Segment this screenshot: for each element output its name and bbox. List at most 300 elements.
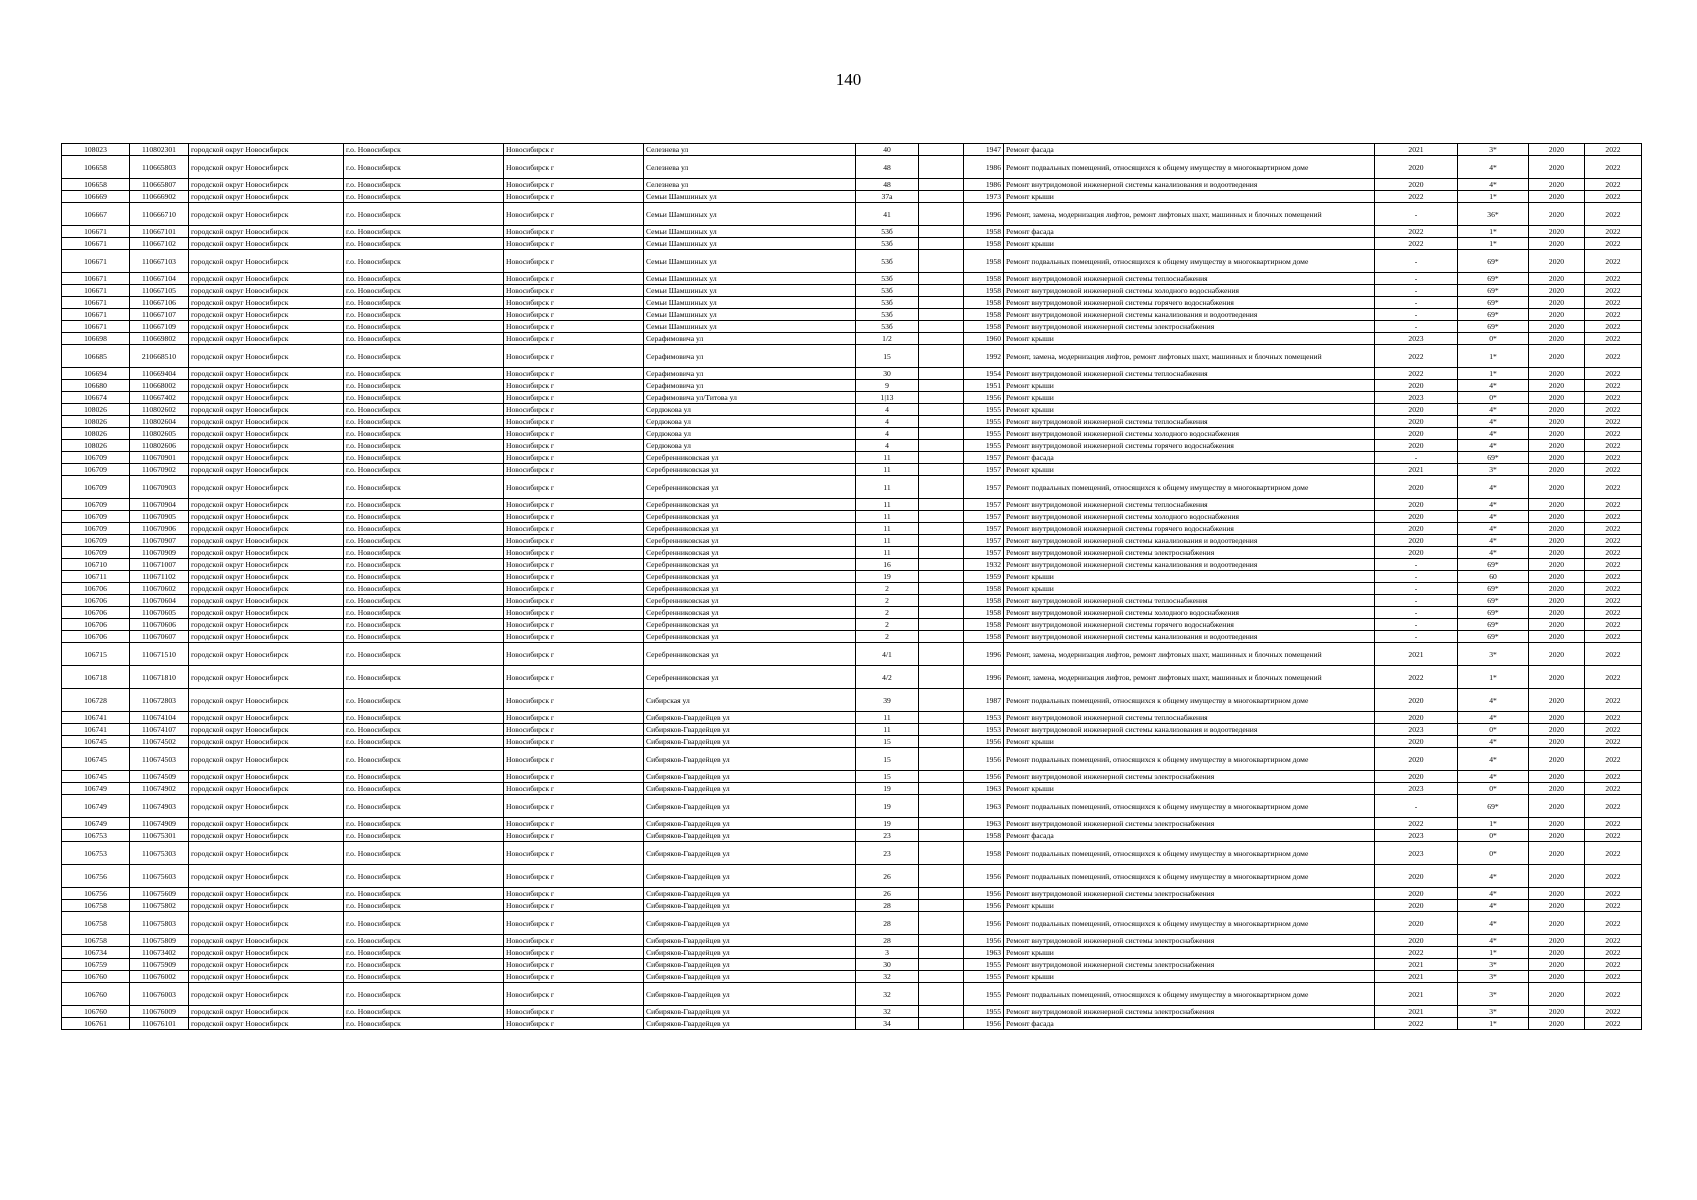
table-row <box>62 865 1642 888</box>
table-row <box>62 416 1642 428</box>
plan-year-cell: 2020 <box>1375 736 1458 748</box>
house-id-cell: 106709 <box>62 547 130 559</box>
settlement-cell: Новосибирск г <box>504 619 644 631</box>
year-built-cell: 1956 <box>964 888 1004 900</box>
district-cell: г.о. Новосибирск <box>344 771 504 783</box>
period-end-cell: 2022 <box>1585 842 1642 865</box>
period-start-cell: 2020 <box>1529 1006 1585 1018</box>
plan-year-cell: 2021 <box>1375 144 1458 156</box>
table-row <box>62 666 1642 689</box>
house-id-cell: 106671 <box>62 250 130 273</box>
street-cell: Сибиряков-Гвардейцев ул <box>644 900 856 912</box>
table-row <box>62 511 1642 523</box>
street-cell: Серафимовича ул <box>644 333 856 345</box>
district-cell: г.о. Новосибирск <box>344 156 504 179</box>
municipality-cell: городской округ Новосибирск <box>189 191 344 203</box>
work-id-cell: 110670606 <box>130 619 189 631</box>
building-cell <box>919 583 964 595</box>
house-id-cell: 106734 <box>62 947 130 959</box>
table-row <box>62 144 1642 156</box>
building-cell <box>919 818 964 830</box>
building-cell <box>919 795 964 818</box>
year-built-cell: 1958 <box>964 595 1004 607</box>
period-end-cell: 2022 <box>1585 571 1642 583</box>
street-cell: Семьи Шамшиных ул <box>644 297 856 309</box>
building-cell <box>919 595 964 607</box>
work-type-cell: Ремонт внутридомовой инженерной системы электроснабжения <box>1004 959 1375 971</box>
period-start-cell: 2020 <box>1529 297 1585 309</box>
settlement-cell: Новосибирск г <box>504 440 644 452</box>
wear-cell: 4* <box>1458 935 1529 947</box>
house-number-cell: 2 <box>856 631 919 643</box>
period-start-cell: 2020 <box>1529 179 1585 191</box>
wear-cell: 3* <box>1458 983 1529 1006</box>
work-type-cell: Ремонт, замена, модернизация лифтов, ремонт лифтовых шахт, машинных и блочных помещений <box>1004 643 1375 666</box>
work-id-cell: 110671510 <box>130 643 189 666</box>
work-type-cell: Ремонт крыши <box>1004 571 1375 583</box>
street-cell: Серебренниковская ул <box>644 595 856 607</box>
period-start-cell: 2020 <box>1529 607 1585 619</box>
plan-year-cell: 2022 <box>1375 191 1458 203</box>
table-row <box>62 523 1642 535</box>
work-id-cell: 110667103 <box>130 250 189 273</box>
district-cell: г.о. Новосибирск <box>344 631 504 643</box>
building-cell <box>919 748 964 771</box>
table-row <box>62 440 1642 452</box>
period-end-cell: 2022 <box>1585 250 1642 273</box>
municipality-cell: городской округ Новосибирск <box>189 900 344 912</box>
municipality-cell: городской округ Новосибирск <box>189 226 344 238</box>
table-row <box>62 404 1642 416</box>
year-built-cell: 1956 <box>964 865 1004 888</box>
house-number-cell: 53б <box>856 309 919 321</box>
building-cell <box>919 523 964 535</box>
wear-cell: 1* <box>1458 368 1529 380</box>
street-cell: Серафимовича ул <box>644 380 856 392</box>
year-built-cell: 1996 <box>964 666 1004 689</box>
building-cell <box>919 309 964 321</box>
plan-year-cell: 2020 <box>1375 523 1458 535</box>
work-id-cell: 110667107 <box>130 309 189 321</box>
period-end-cell: 2022 <box>1585 607 1642 619</box>
house-number-cell: 11 <box>856 476 919 499</box>
table-row <box>62 297 1642 309</box>
table-row <box>62 285 1642 297</box>
table-row <box>62 464 1642 476</box>
table-row <box>62 724 1642 736</box>
period-end-cell: 2022 <box>1585 309 1642 321</box>
building-cell <box>919 783 964 795</box>
municipality-cell: городской округ Новосибирск <box>189 321 344 333</box>
table-row <box>62 238 1642 250</box>
house-id-cell: 108026 <box>62 416 130 428</box>
period-start-cell: 2020 <box>1529 771 1585 783</box>
street-cell: Сибиряков-Гвардейцев ул <box>644 865 856 888</box>
district-cell: г.о. Новосибирск <box>344 547 504 559</box>
table-row <box>62 631 1642 643</box>
year-built-cell: 1956 <box>964 736 1004 748</box>
district-cell: г.о. Новосибирск <box>344 309 504 321</box>
municipality-cell: городской округ Новосибирск <box>189 440 344 452</box>
wear-cell: 4* <box>1458 156 1529 179</box>
work-id-cell: 110670903 <box>130 476 189 499</box>
wear-cell: 0* <box>1458 830 1529 842</box>
work-type-cell: Ремонт, замена, модернизация лифтов, ремонт лифтовых шахт, машинных и блочных помещений <box>1004 345 1375 368</box>
municipality-cell: городской округ Новосибирск <box>189 559 344 571</box>
plan-year-cell: 2021 <box>1375 959 1458 971</box>
settlement-cell: Новосибирск г <box>504 818 644 830</box>
street-cell: Сибиряков-Гвардейцев ул <box>644 736 856 748</box>
table-row <box>62 392 1642 404</box>
district-cell: г.о. Новосибирск <box>344 818 504 830</box>
settlement-cell: Новосибирск г <box>504 712 644 724</box>
work-id-cell: 110802301 <box>130 144 189 156</box>
plan-year-cell: - <box>1375 595 1458 607</box>
wear-cell: 4* <box>1458 712 1529 724</box>
work-type-cell: Ремонт внутридомовой инженерной системы холодного водоснабжения <box>1004 607 1375 619</box>
district-cell: г.о. Новосибирск <box>344 959 504 971</box>
street-cell: Сибиряков-Гвардейцев ул <box>644 959 856 971</box>
work-type-cell: Ремонт подвальных помещений, относящихся к общему имуществу в многоквартирном доме <box>1004 250 1375 273</box>
plan-year-cell: - <box>1375 571 1458 583</box>
work-id-cell: 210668510 <box>130 345 189 368</box>
street-cell: Селезнева ул <box>644 144 856 156</box>
house-number-cell: 34 <box>856 1018 919 1030</box>
plan-year-cell: 2022 <box>1375 947 1458 959</box>
wear-cell: 4* <box>1458 736 1529 748</box>
house-id-cell: 106706 <box>62 619 130 631</box>
period-start-cell: 2020 <box>1529 250 1585 273</box>
settlement-cell: Новосибирск г <box>504 666 644 689</box>
municipality-cell: городской округ Новосибирск <box>189 935 344 947</box>
wear-cell: 1* <box>1458 666 1529 689</box>
year-built-cell: 1987 <box>964 689 1004 712</box>
wear-cell: 4* <box>1458 428 1529 440</box>
settlement-cell: Новосибирск г <box>504 1006 644 1018</box>
settlement-cell: Новосибирск г <box>504 250 644 273</box>
house-number-cell: 9 <box>856 380 919 392</box>
table-row <box>62 935 1642 947</box>
period-start-cell: 2020 <box>1529 619 1585 631</box>
year-built-cell: 1956 <box>964 392 1004 404</box>
work-id-cell: 110670904 <box>130 499 189 511</box>
work-id-cell: 110671102 <box>130 571 189 583</box>
wear-cell: 69* <box>1458 619 1529 631</box>
building-cell <box>919 203 964 226</box>
year-built-cell: 1958 <box>964 238 1004 250</box>
work-type-cell: Ремонт подвальных помещений, относящихся к общему имуществу в многоквартирном доме <box>1004 476 1375 499</box>
house-number-cell: 39 <box>856 689 919 712</box>
wear-cell: 4* <box>1458 888 1529 900</box>
work-id-cell: 110674903 <box>130 795 189 818</box>
street-cell: Сердюкова ул <box>644 428 856 440</box>
municipality-cell: городской округ Новосибирск <box>189 179 344 191</box>
settlement-cell: Новосибирск г <box>504 830 644 842</box>
municipality-cell: городской округ Новосибирск <box>189 392 344 404</box>
work-id-cell: 110674503 <box>130 748 189 771</box>
year-built-cell: 1955 <box>964 971 1004 983</box>
building-cell <box>919 250 964 273</box>
municipality-cell: городской округ Новосибирск <box>189 203 344 226</box>
period-end-cell: 2022 <box>1585 1018 1642 1030</box>
table-row <box>62 499 1642 511</box>
building-cell <box>919 404 964 416</box>
municipality-cell: городской округ Новосибирск <box>189 499 344 511</box>
period-end-cell: 2022 <box>1585 452 1642 464</box>
period-start-cell: 2020 <box>1529 689 1585 712</box>
street-cell: Сибиряков-Гвардейцев ул <box>644 983 856 1006</box>
house-number-cell: 2 <box>856 619 919 631</box>
work-type-cell: Ремонт внутридомовой инженерной системы электроснабжения <box>1004 771 1375 783</box>
street-cell: Серебренниковская ул <box>644 511 856 523</box>
municipality-cell: городской округ Новосибирск <box>189 523 344 535</box>
period-start-cell: 2020 <box>1529 888 1585 900</box>
district-cell: г.о. Новосибирск <box>344 464 504 476</box>
period-start-cell: 2020 <box>1529 666 1585 689</box>
period-start-cell: 2020 <box>1529 309 1585 321</box>
year-built-cell: 1947 <box>964 144 1004 156</box>
district-cell: г.о. Новосибирск <box>344 523 504 535</box>
work-id-cell: 110670907 <box>130 535 189 547</box>
plan-year-cell: 2023 <box>1375 783 1458 795</box>
year-built-cell: 1959 <box>964 571 1004 583</box>
period-start-cell: 2020 <box>1529 345 1585 368</box>
work-type-cell: Ремонт подвальных помещений, относящихся к общему имуществу в многоквартирном доме <box>1004 689 1375 712</box>
house-number-cell: 11 <box>856 452 919 464</box>
district-cell: г.о. Новосибирск <box>344 191 504 203</box>
municipality-cell: городской округ Новосибирск <box>189 1006 344 1018</box>
table-row <box>62 571 1642 583</box>
municipality-cell: городской округ Новосибирск <box>189 607 344 619</box>
work-id-cell: 110802602 <box>130 404 189 416</box>
wear-cell: 4* <box>1458 179 1529 191</box>
building-cell <box>919 535 964 547</box>
table-row <box>62 983 1642 1006</box>
building-cell <box>919 179 964 191</box>
plan-year-cell: - <box>1375 795 1458 818</box>
work-type-cell: Ремонт подвальных помещений, относящихся к общему имуществу в многоквартирном доме <box>1004 912 1375 935</box>
municipality-cell: городской округ Новосибирск <box>189 345 344 368</box>
municipality-cell: городской округ Новосибирск <box>189 368 344 380</box>
street-cell: Серебренниковская ул <box>644 631 856 643</box>
district-cell: г.о. Новосибирск <box>344 535 504 547</box>
wear-cell: 4* <box>1458 771 1529 783</box>
municipality-cell: городской округ Новосибирск <box>189 333 344 345</box>
house-number-cell: 11 <box>856 523 919 535</box>
settlement-cell: Новосибирск г <box>504 499 644 511</box>
municipality-cell: городской округ Новосибирск <box>189 947 344 959</box>
settlement-cell: Новосибирск г <box>504 452 644 464</box>
page-number: 140 <box>835 70 862 89</box>
house-id-cell: 106749 <box>62 795 130 818</box>
building-cell <box>919 983 964 1006</box>
district-cell: г.о. Новосибирск <box>344 440 504 452</box>
work-id-cell: 110674909 <box>130 818 189 830</box>
building-cell <box>919 959 964 971</box>
table-row <box>62 203 1642 226</box>
table-row <box>62 333 1642 345</box>
period-start-cell: 2020 <box>1529 842 1585 865</box>
work-type-cell: Ремонт внутридомовой инженерной системы электроснабжения <box>1004 888 1375 900</box>
wear-cell: 69* <box>1458 273 1529 285</box>
house-number-cell: 2 <box>856 583 919 595</box>
house-id-cell: 106749 <box>62 783 130 795</box>
plan-year-cell: - <box>1375 203 1458 226</box>
building-cell <box>919 428 964 440</box>
period-start-cell: 2020 <box>1529 499 1585 511</box>
table-row <box>62 971 1642 983</box>
period-start-cell: 2020 <box>1529 333 1585 345</box>
wear-cell: 69* <box>1458 559 1529 571</box>
work-type-cell: Ремонт подвальных помещений, относящихся к общему имуществу в многоквартирном доме <box>1004 983 1375 1006</box>
district-cell: г.о. Новосибирск <box>344 583 504 595</box>
house-number-cell: 15 <box>856 771 919 783</box>
plan-year-cell: 2021 <box>1375 464 1458 476</box>
period-end-cell: 2022 <box>1585 333 1642 345</box>
street-cell: Сердюкова ул <box>644 440 856 452</box>
work-id-cell: 110670605 <box>130 607 189 619</box>
house-number-cell: 32 <box>856 971 919 983</box>
plan-year-cell: 2020 <box>1375 547 1458 559</box>
street-cell: Семьи Шамшиных ул <box>644 285 856 297</box>
house-number-cell: 15 <box>856 345 919 368</box>
house-id-cell: 108023 <box>62 144 130 156</box>
period-end-cell: 2022 <box>1585 404 1642 416</box>
period-start-cell: 2020 <box>1529 144 1585 156</box>
settlement-cell: Новосибирск г <box>504 571 644 583</box>
settlement-cell: Новосибирск г <box>504 724 644 736</box>
house-id-cell: 106753 <box>62 830 130 842</box>
district-cell: г.о. Новосибирск <box>344 888 504 900</box>
plan-year-cell: 2020 <box>1375 865 1458 888</box>
table-body <box>62 144 1642 1030</box>
house-id-cell: 106706 <box>62 595 130 607</box>
year-built-cell: 1960 <box>964 333 1004 345</box>
work-type-cell: Ремонт крыши <box>1004 404 1375 416</box>
period-start-cell: 2020 <box>1529 971 1585 983</box>
house-number-cell: 11 <box>856 464 919 476</box>
period-end-cell: 2022 <box>1585 959 1642 971</box>
period-start-cell: 2020 <box>1529 464 1585 476</box>
house-id-cell: 106671 <box>62 273 130 285</box>
house-id-cell: 106658 <box>62 179 130 191</box>
work-type-cell: Ремонт подвальных помещений, относящихся к общему имуществу в многоквартирном доме <box>1004 865 1375 888</box>
settlement-cell: Новосибирск г <box>504 900 644 912</box>
building-cell <box>919 333 964 345</box>
period-end-cell: 2022 <box>1585 583 1642 595</box>
period-end-cell: 2022 <box>1585 983 1642 1006</box>
settlement-cell: Новосибирск г <box>504 285 644 297</box>
street-cell: Сибиряков-Гвардейцев ул <box>644 818 856 830</box>
plan-year-cell: - <box>1375 631 1458 643</box>
municipality-cell: городской округ Новосибирск <box>189 795 344 818</box>
plan-year-cell: 2020 <box>1375 912 1458 935</box>
settlement-cell: Новосибирск г <box>504 595 644 607</box>
house-number-cell: 53б <box>856 238 919 250</box>
plan-year-cell: 2020 <box>1375 440 1458 452</box>
work-id-cell: 110670906 <box>130 523 189 535</box>
work-type-cell: Ремонт внутридомовой инженерной системы теплоснабжения <box>1004 368 1375 380</box>
year-built-cell: 1973 <box>964 191 1004 203</box>
district-cell: г.о. Новосибирск <box>344 1006 504 1018</box>
period-start-cell: 2020 <box>1529 912 1585 935</box>
building-cell <box>919 511 964 523</box>
settlement-cell: Новосибирск г <box>504 935 644 947</box>
district-cell: г.о. Новосибирск <box>344 971 504 983</box>
period-start-cell: 2020 <box>1529 191 1585 203</box>
period-start-cell: 2020 <box>1529 947 1585 959</box>
district-cell: г.о. Новосибирск <box>344 297 504 309</box>
district-cell: г.о. Новосибирск <box>344 912 504 935</box>
work-id-cell: 110667101 <box>130 226 189 238</box>
plan-year-cell: 2020 <box>1375 935 1458 947</box>
period-end-cell: 2022 <box>1585 619 1642 631</box>
building-cell <box>919 900 964 912</box>
building-cell <box>919 392 964 404</box>
house-id-cell: 106761 <box>62 1018 130 1030</box>
period-end-cell: 2022 <box>1585 724 1642 736</box>
municipality-cell: городской округ Новосибирск <box>189 689 344 712</box>
house-id-cell: 106745 <box>62 771 130 783</box>
period-start-cell: 2020 <box>1529 900 1585 912</box>
house-number-cell: 11 <box>856 547 919 559</box>
period-start-cell: 2020 <box>1529 1018 1585 1030</box>
house-number-cell: 16 <box>856 559 919 571</box>
district-cell: г.о. Новосибирск <box>344 250 504 273</box>
plan-year-cell: 2020 <box>1375 499 1458 511</box>
period-end-cell: 2022 <box>1585 559 1642 571</box>
year-built-cell: 1958 <box>964 321 1004 333</box>
district-cell: г.о. Новосибирск <box>344 1018 504 1030</box>
house-id-cell: 106709 <box>62 511 130 523</box>
house-number-cell: 1|13 <box>856 392 919 404</box>
municipality-cell: городской округ Новосибирск <box>189 535 344 547</box>
street-cell: Семьи Шамшиных ул <box>644 273 856 285</box>
plan-year-cell: 2021 <box>1375 983 1458 1006</box>
settlement-cell: Новосибирск г <box>504 559 644 571</box>
wear-cell: 4* <box>1458 499 1529 511</box>
district-cell: г.о. Новосибирск <box>344 321 504 333</box>
period-end-cell: 2022 <box>1585 643 1642 666</box>
district-cell: г.о. Новосибирск <box>344 830 504 842</box>
year-built-cell: 1992 <box>964 345 1004 368</box>
municipality-cell: городской округ Новосибирск <box>189 712 344 724</box>
building-cell <box>919 771 964 783</box>
plan-year-cell: 2022 <box>1375 238 1458 250</box>
house-id-cell: 106667 <box>62 203 130 226</box>
building-cell <box>919 499 964 511</box>
street-cell: Сибиряков-Гвардейцев ул <box>644 783 856 795</box>
house-id-cell: 106706 <box>62 631 130 643</box>
period-end-cell: 2022 <box>1585 523 1642 535</box>
settlement-cell: Новосибирск г <box>504 345 644 368</box>
street-cell: Сибиряков-Гвардейцев ул <box>644 724 856 736</box>
district-cell: г.о. Новосибирск <box>344 226 504 238</box>
year-built-cell: 1956 <box>964 935 1004 947</box>
wear-cell: 4* <box>1458 523 1529 535</box>
work-type-cell: Ремонт внутридомовой инженерной системы электроснабжения <box>1004 321 1375 333</box>
building-cell <box>919 842 964 865</box>
house-number-cell: 23 <box>856 842 919 865</box>
house-number-cell: 4 <box>856 416 919 428</box>
period-start-cell: 2020 <box>1529 935 1585 947</box>
work-type-cell: Ремонт крыши <box>1004 971 1375 983</box>
work-type-cell: Ремонт фасада <box>1004 830 1375 842</box>
house-id-cell: 106709 <box>62 476 130 499</box>
building-cell <box>919 1006 964 1018</box>
municipality-cell: городской округ Новосибирск <box>189 297 344 309</box>
plan-year-cell: 2020 <box>1375 900 1458 912</box>
